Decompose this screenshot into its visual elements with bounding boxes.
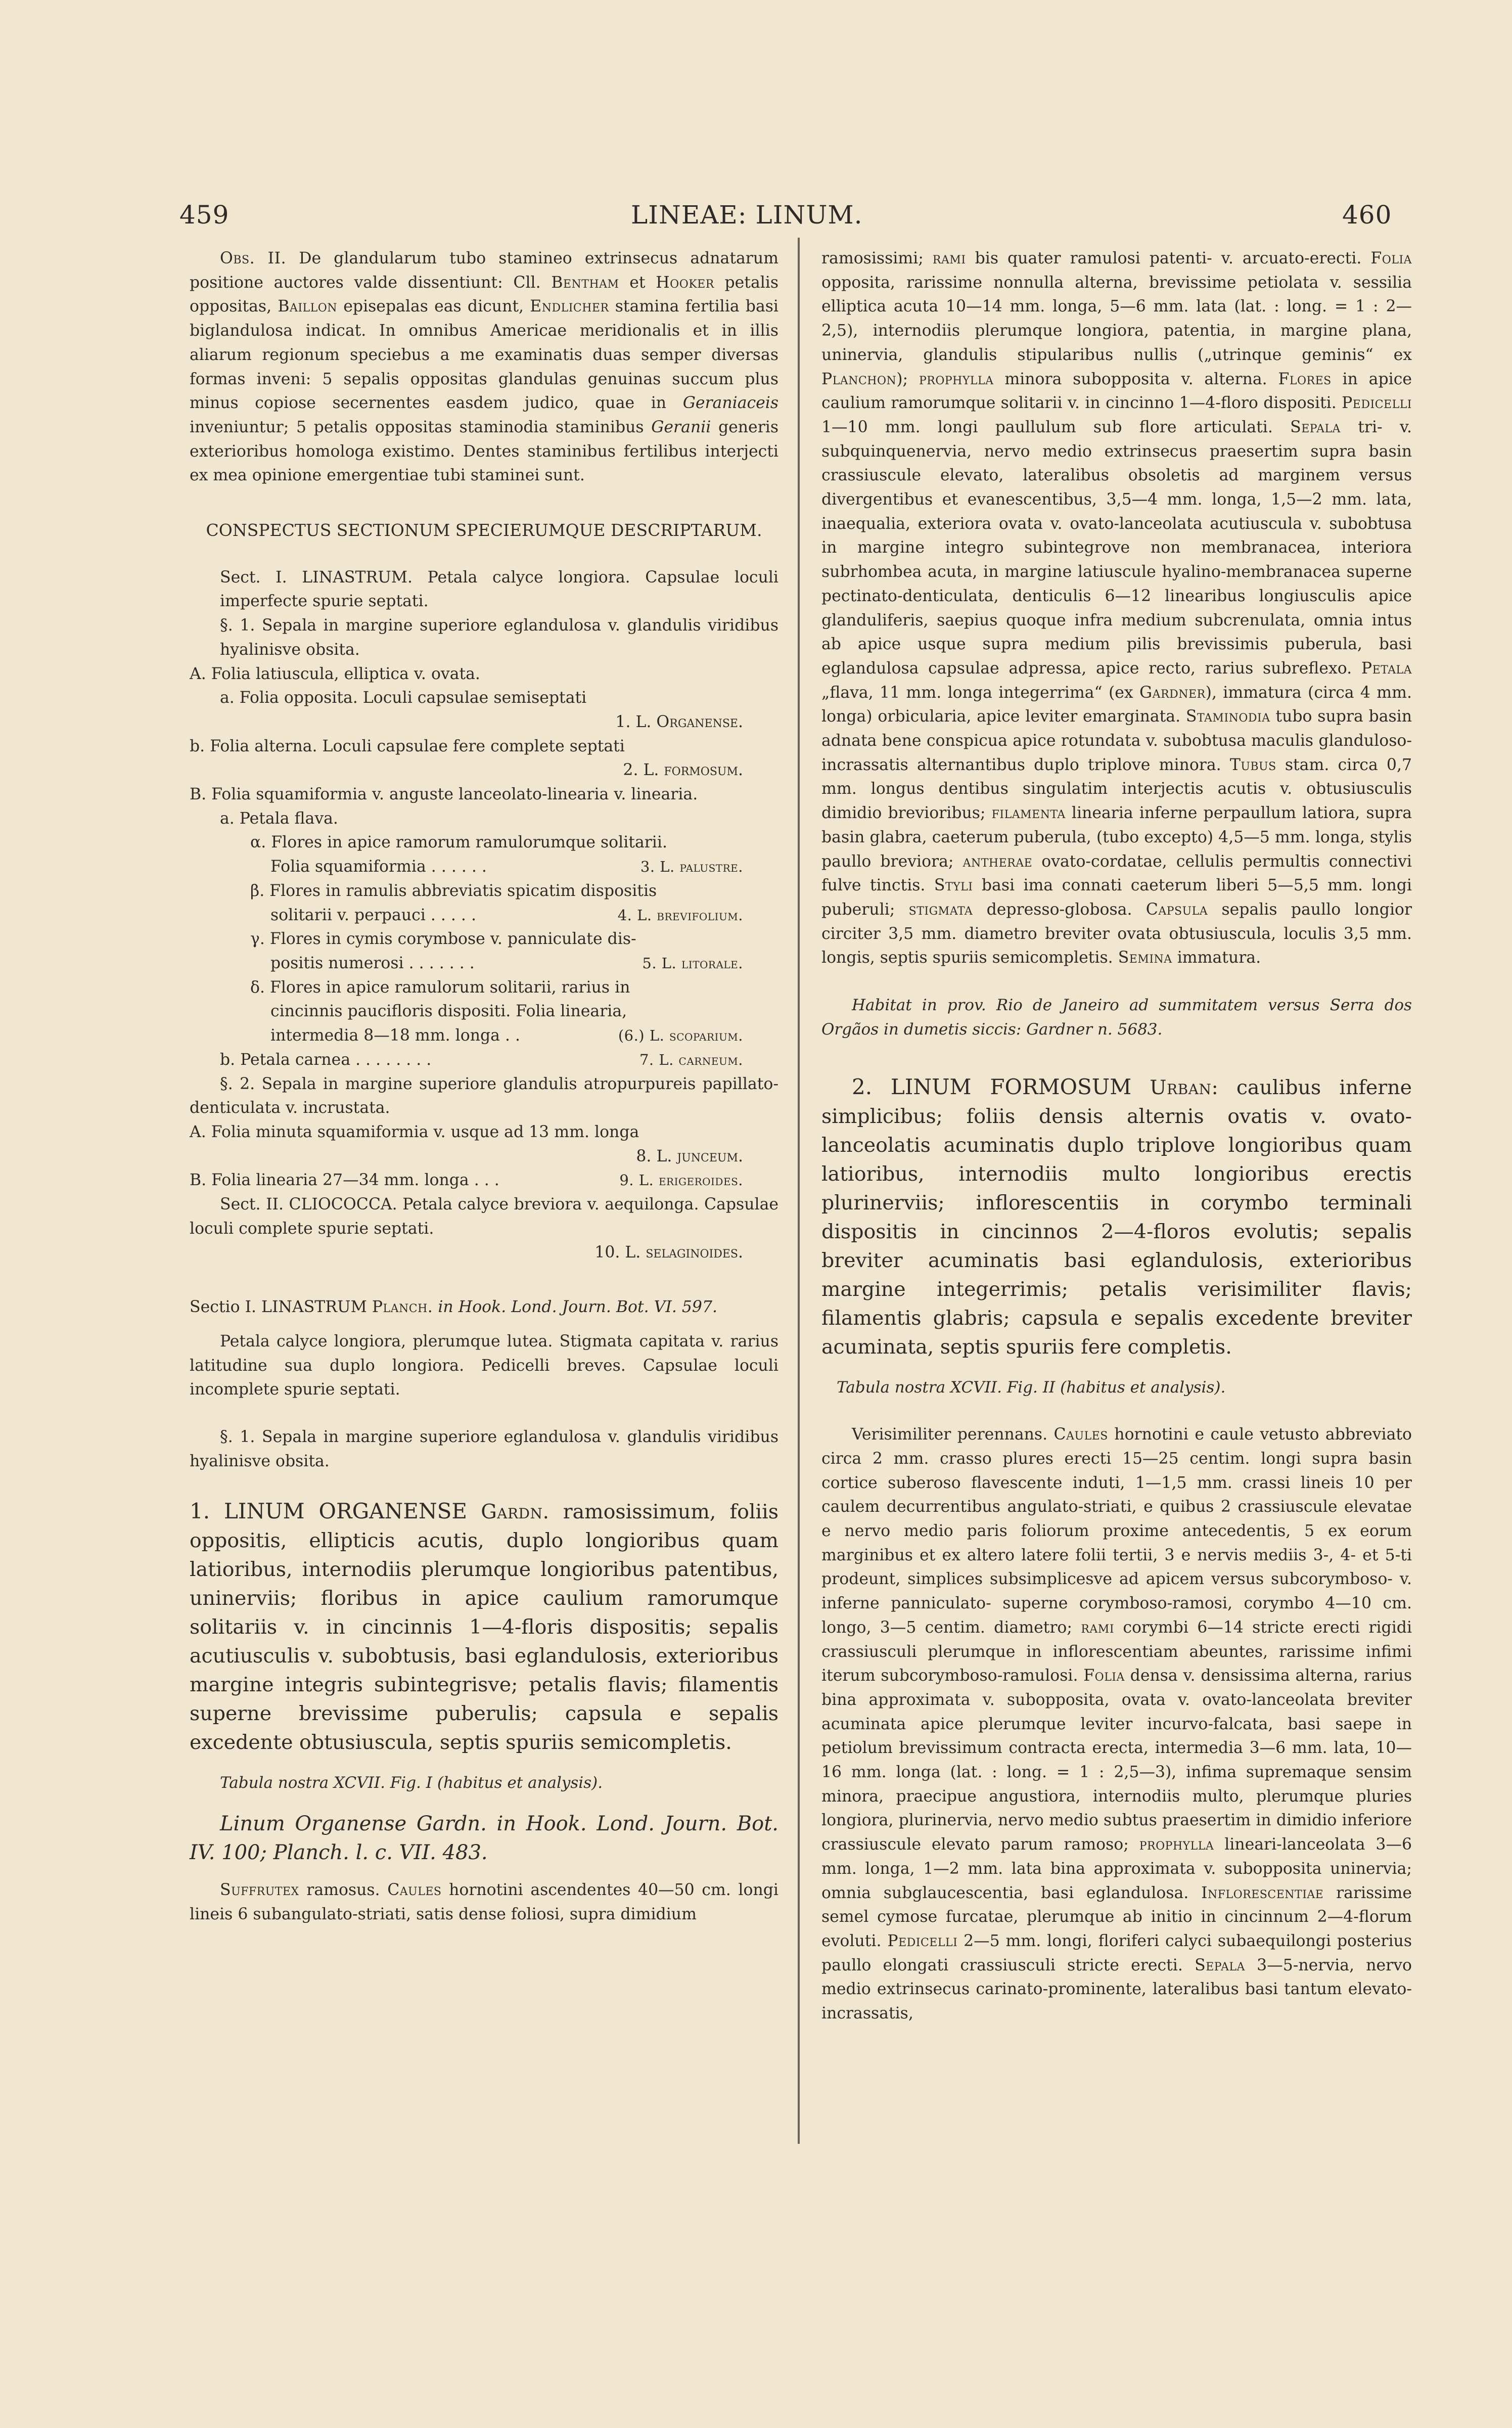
column-divider (798, 238, 800, 2144)
key-species-1: 1. L. Organense. (615, 712, 743, 731)
key-B: B. Folia squamiformia v. anguste lanceolato-linearia v. linearia. (190, 785, 698, 804)
species-1-plate: Tabula nostra XCVII. Fig. I (habitus et analysis). (220, 1774, 603, 1792)
key-section-1: Sect. I. LINASTRUM. Petala calyce longiora. Capsulae loculi imperfecte spurie septati. (220, 568, 778, 611)
key-A: A. Folia latiuscula, elliptica v. ovata. (190, 664, 480, 683)
species-2-plate: Tabula nostra XCVII. Fig. II (habitus et analysis). (837, 1378, 1226, 1397)
key-para-2: §. 2. Sepala in margine superiore glandulis atropurpureis papillato-denticulata v. incrustata. (190, 1074, 778, 1117)
species-2-description: Verisimiliter perennans. Caules hornotini e caule vetusto abbreviato circa 2 mm. crasso plures erecti 15—25 centim. longi supra basin cortice suberoso flavescente induti, 1—1,5 mm. crassi lineis 10 per caulem decurrentibus angulato-striati, e quibus 2 crassiuscule elevatae e nervo medio paris foliorum proxime antecedentis, 5 ex eorum marginibus et ex altero latere folii tertii, 3 e nervis mediis 3-, 4- et 5-ti prodeunt, simplices subsimplicesve ad apicem versus subcorymboso- v. inferne panniculato- superne corymboso-ramosi, corymbo 4—10 cm. longo, 3—5 centim. diametro; rami corymbi 6—14 stricte erecti rigidi crassiusculi plerumque in inflorescentiam abeuntes, rarissime infimi iterum subcorymboso-ramulosi. Folia densa v. densissima alterna, rarius bina approximata v. subopposita, ovata v. ovato-lanceolata breviter acuminata apice plerumque leviter incurvo-falcata, basi saepe in petiolum brevissimum contracta erecta, intermedia 3—6 mm. lata, 10—16 mm. longa (lat. : long. = 1 : 2,5—3), infima supremaque sensim minora, praecipue angustiora, internodiis multo, plerumque pluries longiora, plurinervia, nervo medio subtus praesertim in dimidio inferiore crassiuscule elevato parum ramoso; prophylla lineari-lanceolata 3—6 mm. longa, 1—2 mm. lata bina approximata v. subopposita uninervia; omnia subglaucescentia, basi eglandulosa. Inflorescentiae rarissime semel cymose furcatae, plerumque ab initio in cincinnum 2—4-florum evoluti. Pedicelli 2—5 mm. longi, floriferi calyci subaequilongi posterius paullo elongati crassiusculi stricte erecti. Sepala 3—5-nervia, nervo medio extrinsecus carinato-prominente, lateralibus basi tantum elevato-incrassatis, (821, 1425, 1412, 2023)
page-number-left: 459 (179, 200, 230, 230)
running-title: LINEAE: LINUM. (631, 200, 863, 230)
page-number-right: 460 (1342, 200, 1392, 230)
key-row-9: B. Folia linearia 27—34 mm. longa . . . 9. L. erigeroides. (190, 1171, 743, 1190)
key-row-3: Folia squamiformia . . . . . . 3. L. palustre. (270, 858, 743, 876)
key-beta: β. Flores in ramulis abbreviatis spicatim dispositis (250, 881, 657, 900)
key-row-5: positis numerosi . . . . . . . 5. L. litorale. (270, 954, 743, 972)
species-1-description: Suffrutex ramosus. Caules hornotini ascendentes 40—50 cm. longi lineis 6 subangulato-striati, satis dense foliosi, supra dimidium (190, 1881, 778, 1923)
key-b: b. Folia alterna. Loculi capsulae fere complete septati (190, 737, 625, 755)
key-species-2: 2. L. formosum. (623, 761, 743, 780)
species-2-diagnosis: 2. LINUM FORMOSUM Urban: caulibus inferne simplicibus; foliis densis alternis ovatis v. ovato-lanceolatis acuminatis duplo triplove longioribus quam latioribus, internodiis multo longioribus erectis plurinerviis; inflorescentiis in corymbo terminali dispositis in cincinnos 2—4-floros evolutis; sepalis breviter acuminatis basi eglandulosis, exterioribus margine integerrimis; petalis verisimiliter flavis; filamentis glabris; capsula e sepalis excedente breviter acuminata, septis spuriis fere completis. (821, 1074, 1412, 1359)
right-column (821, 247, 1412, 2026)
paragraph-1-heading: §. 1. Sepala in margine superiore eglandulosa v. glandulis viridibus hyalinisve obsita. (190, 1427, 778, 1470)
species-1-habitat: Habitat in prov. Rio de Janeiro ad summitatem versus Serra dos Orgãos in dumetis siccis: Gardner n. 5683. (821, 996, 1412, 1039)
key-row-4: solitarii v. perpauci . . . . . 4. L. brevifolium. (270, 906, 743, 924)
key-A2: A. Folia minuta squamiformia v. usque ad 13 mm. longa (190, 1122, 639, 1141)
key-gamma: γ. Flores in cymis corymbose v. panniculate dis- (250, 930, 636, 949)
species-1-description-cont: ramosissimi; rami bis quater ramulosi patenti- v. arcuato-erecti. Folia opposita, rarissime nonnulla alterna, brevissime petiolata v. sessilia elliptica acuta 10—14 mm. longa, 5—6 mm. lata (lat. : long. = 1 : 2—2,5), internodiis plerumque longiora, patentia, in margine plana, uninervia, glandulis stipularibus nullis („utrinque geminis“ ex Planchon); prophylla minora subopposita v. alterna. Flores in apice caulium ramorumque solitarii v. in cincinno 1—4-floro dispositi. Pedicelli 1—10 mm. longi paullulum sub flore articulati. Sepala tri- v. subquinquenervia, nervo medio extrinsecus praesertim supra basin crassiuscule elevato, lateralibus obsoletis ad marginem versus divergentibus et evanescentibus, 3,5—4 mm. longa, 1,5—2 mm. lata, inaequalia, exteriora ovata v. ovato-lanceolata acutiuscula v. subobtusa in margine integro subintegrove non membranacea, interiora subrhombea acuta, in margine latiuscule hyalino-membranacea superne pectinato-denticulata, denticulis 6—12 linearibus longiusculis apice glanduliferis, saepius quoque infra medium subcrenulata, omnia intus ab apice usque supra medium pilis brevissimis puberula, basi eglandulosa capsulae adpressa, apice recto, rarius subreflexo. Petala „flava, 11 mm. longa integerrima“ (ex Gardner), immatura (circa 4 mm. longa) orbicularia, apice leviter emarginata. Staminodia tubo supra basin adnata bene conspicua apice rotundata v. subobtusa maculis glanduloso-incrassatis alternantibus duplo triplove minora. Tubus stam. circa 0,7 mm. longus dentibus singulatim interjectis acutis v. obtusiusculis dimidio brevioribus; filamenta linearia inferne perpaullum latiora, supra basin glabra, caeterum puberula, (tubo excepto) 4,5—5 mm. longa, stylis paullo breviora; antherae ovato-cordatae, cellulis permultis connectivi fulve tinctis. Styli basi ima connati caeterum liberi 5—5,5 mm. longi puberuli; stigmata depresso-globosa. Capsula sepalis paullo longior circiter 3,5 mm. diametro breviter ovata obtusiuscula, loculis 3,5 mm. longis, septis spuriis semicompletis. Semina immatura. (821, 249, 1412, 967)
sectio-description: Petala calyce longiora, plerumque lutea. Stigmata capitata v. rarius latitudine sua duplo longiora. Pedicelli breves. Capsulae loculi incomplete spurie septati. (190, 1332, 778, 1399)
key-row-6: intermedia 8—18 mm. longa . . (6.) L. scoparium. (270, 1026, 743, 1045)
sectio-heading: Sectio I. LINASTRUM Planch. in Hook. Lond. Journ. Bot. VI. 597. (190, 1298, 717, 1317)
species-1-diagnosis: 1. LINUM ORGANENSE Gardn. ramosissimum, foliis oppositis, ellipticis acutis, duplo longioribus quam latioribus, internodiis plerumque longioribus patentibus, uninerviis; floribus in apice caulium ramorumque solitariis v. in cincinnis 1—4-floris dispositis; sepalis acutiusculis v. subobtusis, basi eglandulosis, exterioribus margine integris subintegrisve; petalis flavis; filamentis superne brevissime puberulis; capsula e sepalis excedente obtusiuscula, septis spuriis semicompletis. (190, 1499, 779, 1755)
key-species-8: 8. L. junceum. (636, 1147, 743, 1165)
key-Ba: a. Petala flava. (220, 809, 338, 828)
species-key (190, 566, 778, 1265)
key-section-2: Sect. II. CLIOCOCCA. Petala calyce breviora v. aequilonga. Capsulae loculi complete spurie septati. (190, 1195, 778, 1238)
conspectus-title: CONSPECTUS SECTIONUM SPECIERUMQUE DESCRIPTARUM. (206, 520, 762, 541)
key-row-7: b. Petala carnea . . . . . . . . 7. L. carneum. (220, 1050, 743, 1069)
key-delta: δ. Flores in apice ramulorum solitarii, rarius in (250, 978, 630, 997)
species-1-synonymy: Linum Organense Gardn. in Hook. Lond. Journ. Bot. IV. 100; Planch. l. c. VII. 483. (190, 1812, 778, 1865)
key-a: a. Folia opposita. Loculi capsulae semiseptati (220, 689, 587, 707)
key-species-10: 10. L. selaginoides. (594, 1243, 743, 1262)
key-para-1: §. 1. Sepala in margine superiore eglandulosa v. glandulis viridibus hyalinisve obsita. (220, 616, 778, 659)
observation-paragraph: Obs. II. De glandularum tubo stamineo extrinsecus adnatarum positione auctores valde dissentiunt: Cll. Bentham et Hooker petalis oppositas, Baillon episepalas eas dicunt, Endlicher stamina fertilia basi biglandulosa indicat. In omnibus Americae meridionalis et in illis aliarum regionum speciebus a me examinatis duas semper diversas formas inveni: 5 sepalis oppositas glandulas genuinas succum plus minus copiose secernentes easdem judico, quae in Geraniaceis inveniuntur; 5 petalis oppositas staminodia staminibus Geranii generis exterioribus homologa existimo. Dentes staminibus fertilibus interjecti ex mea opinione emergentiae tubi staminei sunt. (190, 249, 779, 485)
left-column (190, 247, 778, 1926)
key-alpha: α. Flores in apice ramorum ramulorumque solitarii. (250, 833, 667, 852)
key-delta-2: cincinnis paucifloris dispositi. Folia linearia, (270, 1002, 627, 1021)
